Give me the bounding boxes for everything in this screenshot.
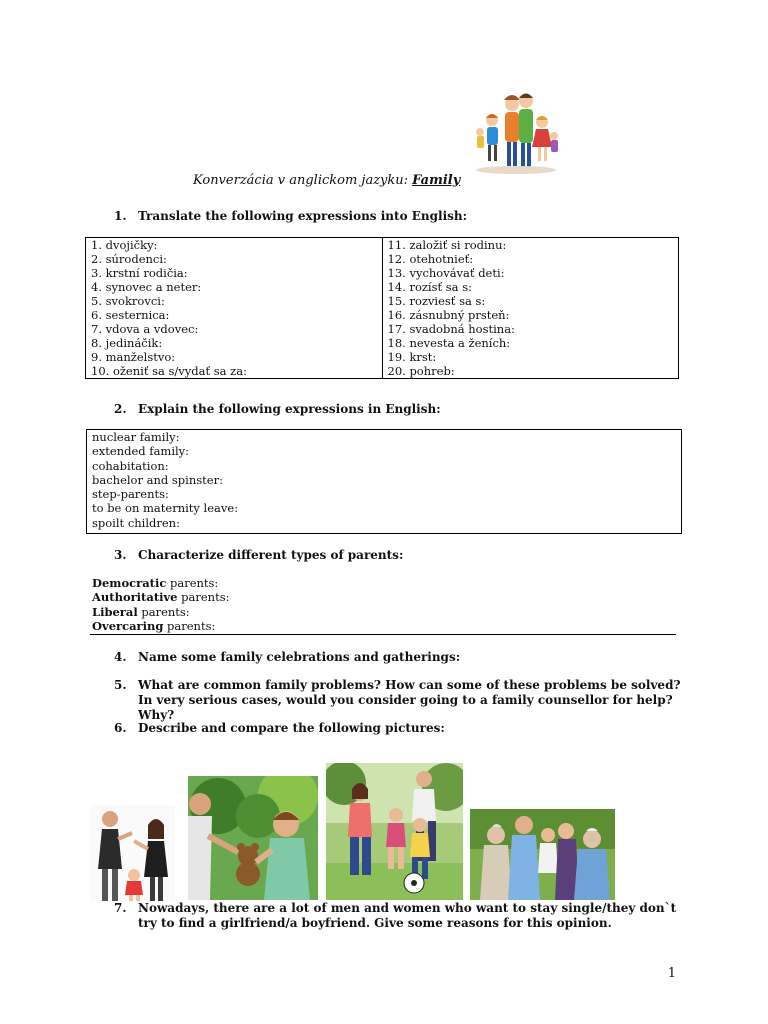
- question-text: Describe and compare the following pictures:: [138, 721, 445, 735]
- question-number: 6.: [114, 721, 127, 735]
- table-cell-left: 3. krstní rodičia:: [86, 266, 383, 280]
- list-item: extended family:: [92, 444, 190, 459]
- question-4: [116, 650, 686, 665]
- table-row: [86, 238, 679, 253]
- table-row: [86, 280, 679, 294]
- table-cell-left: 6. sesternica:: [86, 308, 383, 322]
- table-cell-left: 1. dvojičky:: [86, 238, 383, 253]
- question-number: 4.: [114, 650, 127, 664]
- parent-label: parents:: [177, 590, 230, 605]
- question-text: Name some family celebrations and gatherings:: [138, 650, 461, 664]
- table-cell-left: 9. manželstvo:: [86, 350, 383, 364]
- table-cell-left: 7. vdova a vdovec:: [86, 322, 383, 336]
- table-cell-right: 18. nevesta a ženích:: [382, 336, 679, 350]
- table-cell-left: 5. svokrovci:: [86, 294, 383, 308]
- page-number: 1: [667, 966, 676, 981]
- list-item: cohabitation:: [92, 458, 169, 473]
- table-row: [86, 266, 679, 280]
- table-cell-right: 14. rozísť sa s:: [382, 280, 679, 294]
- question-number: 1.: [114, 209, 127, 223]
- parent-type: Overcaring: [92, 618, 164, 633]
- list-item: step-parents:: [92, 487, 169, 502]
- table-row: [86, 350, 679, 364]
- table-cell-right: 16. zásnubný prsteň:: [382, 308, 679, 322]
- question-5: [116, 678, 686, 723]
- question-3: [116, 548, 686, 563]
- title-prefix: Konverzácia v anglickom jazyku:: [193, 173, 413, 188]
- question-text: Explain the following expressions in English:: [138, 402, 441, 416]
- parent-label: parents:: [163, 618, 216, 633]
- table-row: [86, 364, 679, 379]
- table-row: [86, 336, 679, 350]
- question-text: What are common family problems? How can some of these problems be solved? In very serious cases, would you consider going to a family counsellor for help? Why?: [138, 678, 681, 722]
- table-cell-right: 11. založiť si rodinu:: [382, 238, 679, 253]
- list-item: [92, 619, 229, 633]
- question-7: [116, 901, 686, 931]
- title-topic: Family: [412, 173, 461, 188]
- parents-list: [92, 576, 229, 633]
- photo-kids-teddy-bear: [188, 776, 318, 900]
- explain-box: [86, 429, 682, 534]
- photo-extended-family: [470, 809, 615, 900]
- table-row: [86, 308, 679, 322]
- table-cell-right: 20. pohreb:: [382, 364, 679, 379]
- question-text: Characterize different types of parents:: [138, 548, 404, 562]
- table-cell-left: 10. oženiť sa s/vydať sa za:: [86, 364, 383, 379]
- parent-label: parents:: [137, 604, 190, 619]
- list-item: [92, 576, 229, 590]
- list-item: [92, 590, 229, 604]
- question-6: [116, 721, 686, 736]
- table-row: [86, 252, 679, 266]
- question-1: [116, 209, 686, 224]
- list-item: nuclear family:: [92, 430, 180, 444]
- list-item: spoilt children:: [92, 515, 180, 530]
- question-number: 2.: [114, 402, 127, 416]
- parent-type: Democratic: [92, 576, 167, 590]
- question-text: Translate the following expressions into English:: [138, 209, 468, 223]
- parent-type: Authoritative: [92, 590, 178, 605]
- photo-family-football: [326, 763, 463, 900]
- table-cell-right: 13. vychovávať deti:: [382, 266, 679, 280]
- question-number: 3.: [114, 548, 127, 562]
- question-2: [116, 402, 686, 417]
- table-cell-left: 4. synovec a neter:: [86, 280, 383, 294]
- question-number: 7.: [114, 901, 127, 915]
- parent-type: Liberal: [92, 604, 138, 619]
- table-cell-left: 2. súrodenci:: [86, 252, 383, 266]
- page-title: [193, 173, 460, 188]
- divider-line: [90, 634, 676, 635]
- list-item: to be on maternity leave:: [92, 501, 239, 516]
- table-row: [86, 294, 679, 308]
- translation-table: [85, 237, 679, 379]
- family-clipart-image: [468, 92, 564, 176]
- list-item: [92, 605, 229, 619]
- question-number: 5.: [114, 678, 127, 692]
- question-text: Nowadays, there are a lot of men and women who want to stay single/they don`t try to find a girlfriend/a boyfriend. Give some reasons for this opinion.: [138, 901, 677, 930]
- table-cell-right: 19. krst:: [382, 350, 679, 364]
- table-cell-right: 15. rozviesť sa s:: [382, 294, 679, 308]
- list-item: bachelor and spinster:: [92, 472, 223, 487]
- photo-arguing-parents: [90, 805, 175, 901]
- table-cell-right: 12. otehotnieť:: [382, 252, 679, 266]
- table-cell-right: 17. svadobná hostina:: [382, 322, 679, 336]
- parent-label: parents:: [166, 576, 219, 590]
- table-cell-left: 8. jedináčik:: [86, 336, 383, 350]
- table-row: [86, 322, 679, 336]
